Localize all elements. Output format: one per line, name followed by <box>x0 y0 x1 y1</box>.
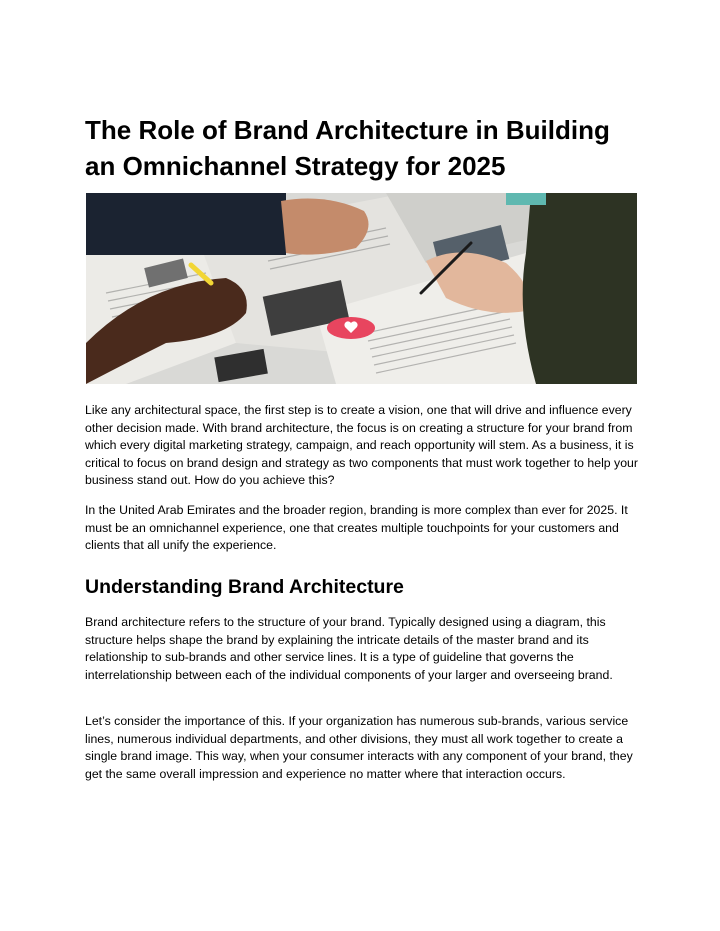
section-heading: Understanding Brand Architecture <box>85 576 404 598</box>
intro-paragraph-1: Like any architectural space, the first step is to create a vision, one that will drive and influence every other decision made. With brand architecture, the focus is on creating a structure for your brand from which every digital marketing strategy, campaign, and reach opportunity will stem. As a business, it is critical to focus on brand design and strategy as two components that must work together to help your business stand out. How do you achieve this? <box>85 403 638 487</box>
sleeve-right <box>523 193 637 384</box>
section-paragraph-2: Let’s consider the importance of this. If your organization has numerous sub-brands, various service lines, numerous individual departments, and other divisions, they must all work together to create a single brand image. This way, when your consumer interacts with any component of your brand, they get the same overall impression and experience no matter where that interaction occurs. <box>85 714 633 781</box>
hero-image <box>86 193 637 384</box>
page-title: The Role of Brand Architecture in Building an Omnichannel Strategy for 2025 <box>85 115 610 181</box>
intro-paragraph-2: In the United Arab Emirates and the broader region, branding is more complex than ever for 2025. It must be an omnichannel experience, one that creates multiple touchpoints for your customers and clients that all unify the experience. <box>85 503 628 552</box>
section-paragraph-1: Brand architecture refers to the structure of your brand. Typically designed using a diagram, this structure helps shape the brand by explaining the intricate details of the master brand and its relationship to sub-brands and other service lines. It is a type of guideline that governs the interrelationship between each of the individual components of your larger and overseeing brand. <box>85 615 613 682</box>
